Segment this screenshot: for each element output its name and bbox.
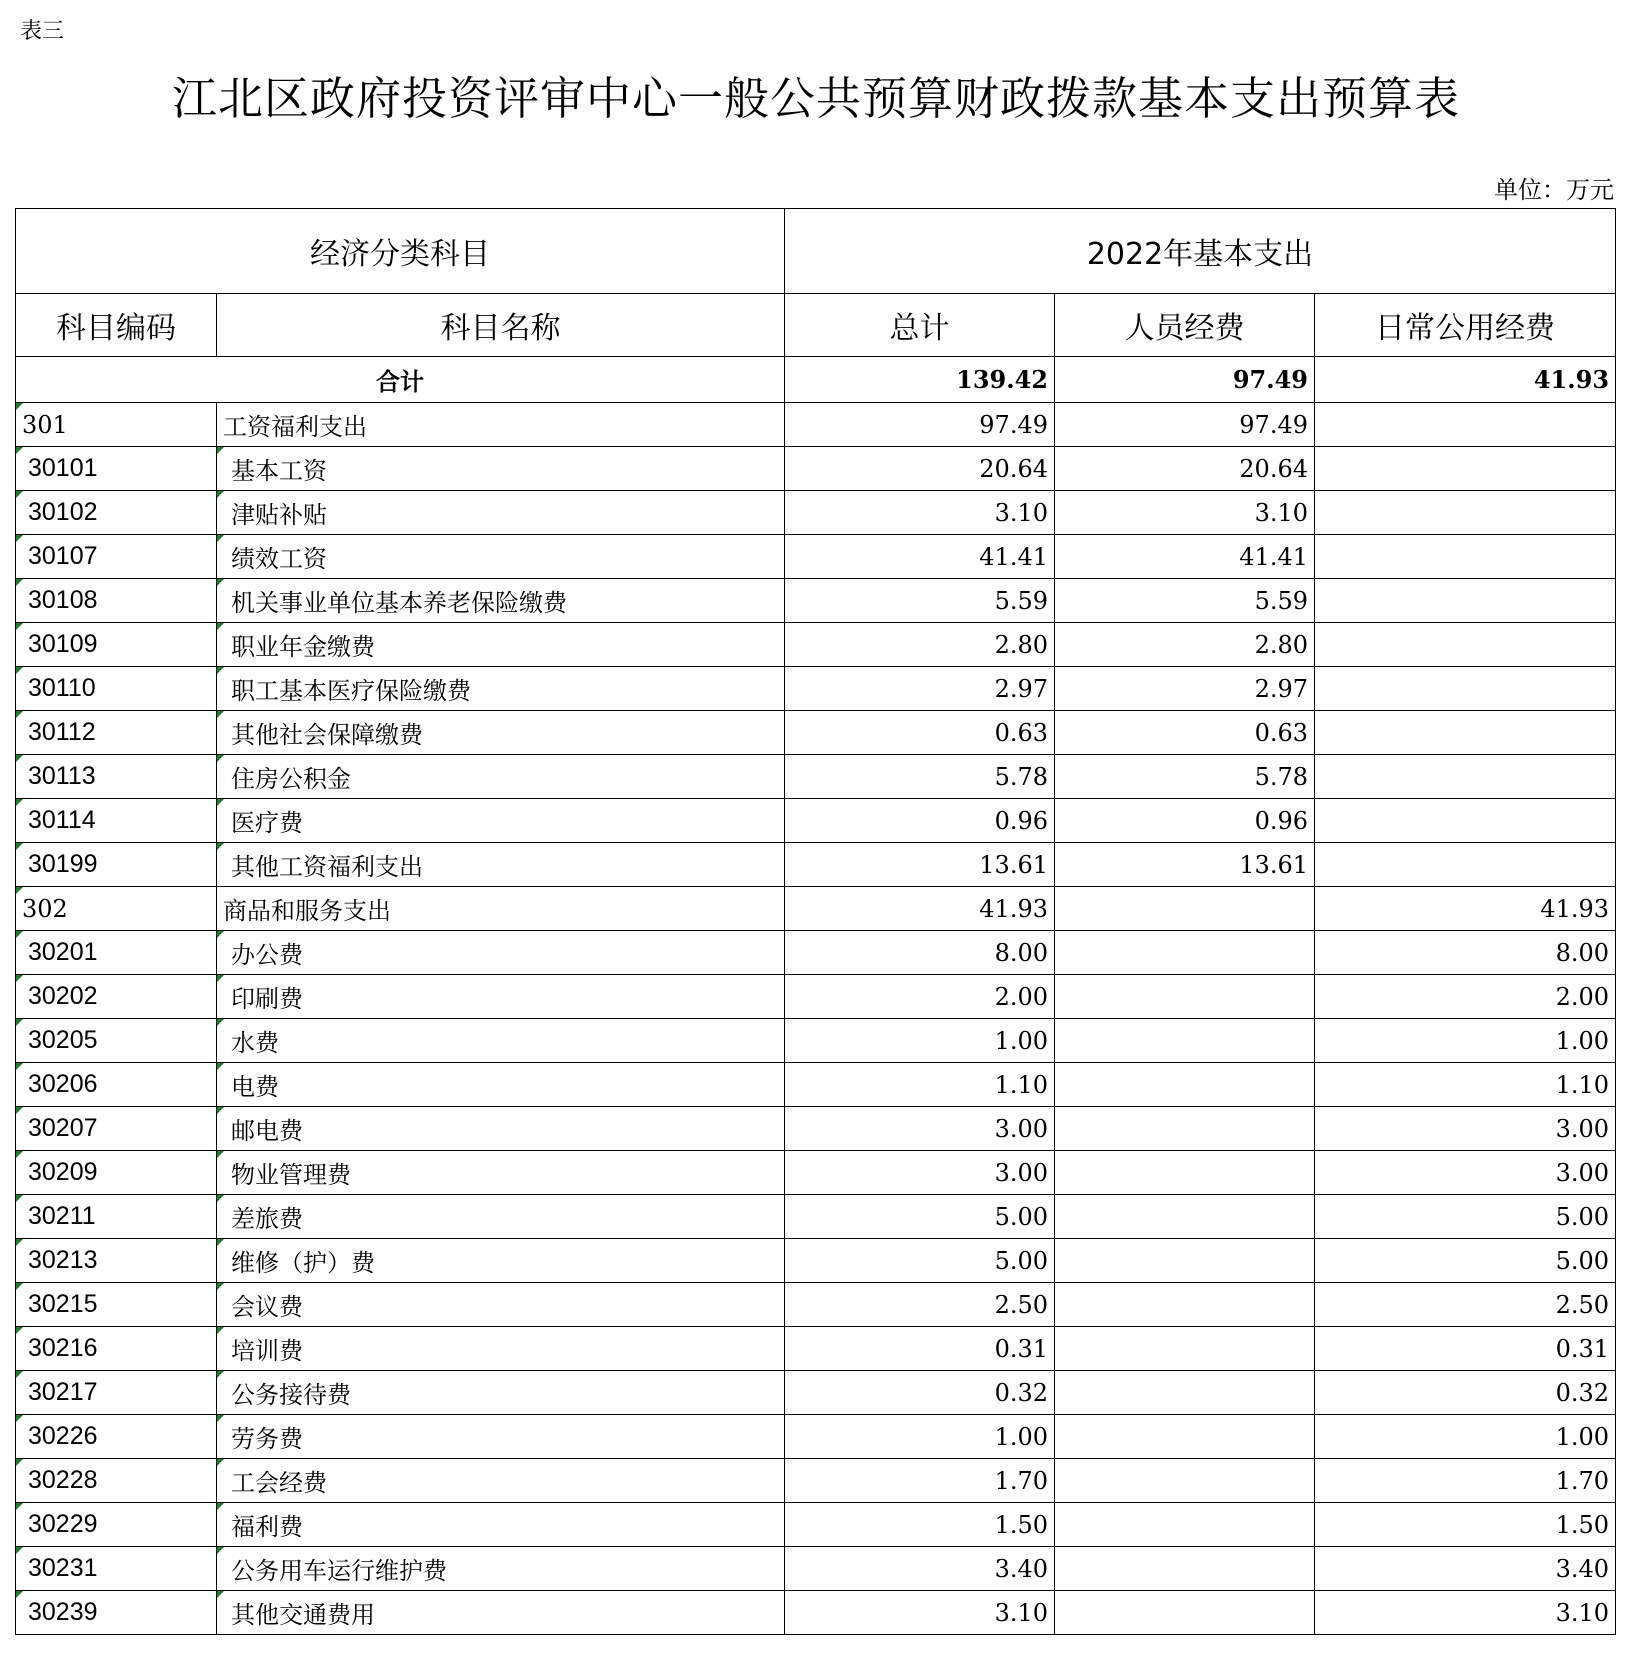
row-personnel (1055, 1591, 1315, 1635)
row-public (1315, 579, 1616, 623)
row-code: 30199 (16, 843, 217, 887)
row-code: 30206 (16, 1063, 217, 1107)
row-name: 办公费 (217, 931, 785, 975)
table-row (16, 1591, 1616, 1635)
row-public: 5.00 (1315, 1239, 1616, 1283)
row-total: 2.80 (785, 623, 1055, 667)
row-code: 30228 (16, 1459, 217, 1503)
header-total: 总计 (785, 294, 1055, 357)
row-name: 医疗费 (217, 799, 785, 843)
row-name: 公务用车运行维护费 (217, 1547, 785, 1591)
row-public (1315, 491, 1616, 535)
row-code: 30209 (16, 1151, 217, 1195)
row-code: 30102 (16, 491, 217, 535)
row-name: 福利费 (217, 1503, 785, 1547)
row-public: 0.31 (1315, 1327, 1616, 1371)
row-public: 2.50 (1315, 1283, 1616, 1327)
row-public: 5.00 (1315, 1195, 1616, 1239)
row-code: 30231 (16, 1547, 217, 1591)
row-personnel: 0.96 (1055, 799, 1315, 843)
row-code: 30201 (16, 931, 217, 975)
row-name: 印刷费 (217, 975, 785, 1019)
table-row (16, 931, 1616, 975)
row-total: 3.00 (785, 1151, 1055, 1195)
table-row (16, 1019, 1616, 1063)
row-total: 3.00 (785, 1107, 1055, 1151)
row-public: 2.00 (1315, 975, 1616, 1019)
table-row (16, 975, 1616, 1019)
row-public: 8.00 (1315, 931, 1616, 975)
budget-table (15, 208, 1616, 1635)
table-row (16, 491, 1616, 535)
table-row (16, 799, 1616, 843)
row-personnel (1055, 1459, 1315, 1503)
table-row (16, 711, 1616, 755)
row-code: 302 (16, 887, 217, 931)
header-economic-classification: 经济分类科目 (16, 209, 785, 294)
row-personnel (1055, 1019, 1315, 1063)
row-personnel (1055, 1107, 1315, 1151)
row-total: 20.64 (785, 447, 1055, 491)
row-personnel (1055, 1151, 1315, 1195)
table-row (16, 1503, 1616, 1547)
row-personnel (1055, 1283, 1315, 1327)
row-code: 30229 (16, 1503, 217, 1547)
row-personnel (1055, 1503, 1315, 1547)
unit-label: 单位：万元 (1494, 176, 1614, 204)
total-sum: 139.42 (785, 357, 1055, 403)
row-code: 30215 (16, 1283, 217, 1327)
row-name: 商品和服务支出 (217, 887, 785, 931)
row-total: 2.50 (785, 1283, 1055, 1327)
table-row (16, 1239, 1616, 1283)
header-row-columns (16, 294, 1616, 357)
row-total: 1.70 (785, 1459, 1055, 1503)
row-personnel: 2.80 (1055, 623, 1315, 667)
table-row (16, 447, 1616, 491)
table-row (16, 1063, 1616, 1107)
row-public: 3.00 (1315, 1151, 1616, 1195)
row-code: 30108 (16, 579, 217, 623)
row-code: 30211 (16, 1195, 217, 1239)
header-code: 科目编码 (16, 294, 217, 357)
row-name: 会议费 (217, 1283, 785, 1327)
row-total: 1.10 (785, 1063, 1055, 1107)
row-public (1315, 799, 1616, 843)
row-total: 41.41 (785, 535, 1055, 579)
row-personnel (1055, 1063, 1315, 1107)
row-public: 1.00 (1315, 1415, 1616, 1459)
row-total: 5.00 (785, 1239, 1055, 1283)
row-public: 1.10 (1315, 1063, 1616, 1107)
total-personnel: 97.49 (1055, 357, 1315, 403)
row-name: 劳务费 (217, 1415, 785, 1459)
header-public: 日常公用经费 (1315, 294, 1616, 357)
row-code: 30207 (16, 1107, 217, 1151)
row-public: 3.40 (1315, 1547, 1616, 1591)
row-total: 2.97 (785, 667, 1055, 711)
row-total: 5.00 (785, 1195, 1055, 1239)
row-total: 1.00 (785, 1019, 1055, 1063)
table-row (16, 1151, 1616, 1195)
row-total: 1.00 (785, 1415, 1055, 1459)
row-personnel (1055, 1195, 1315, 1239)
row-public (1315, 843, 1616, 887)
page-title: 江北区政府投资评审中心一般公共预算财政拨款基本支出预算表 (171, 72, 1460, 125)
table-row (16, 579, 1616, 623)
table-row (16, 755, 1616, 799)
table-row (16, 1283, 1616, 1327)
row-name: 培训费 (217, 1327, 785, 1371)
row-code: 30112 (16, 711, 217, 755)
row-total: 0.32 (785, 1371, 1055, 1415)
row-code: 30109 (16, 623, 217, 667)
row-public: 1.00 (1315, 1019, 1616, 1063)
row-personnel: 3.10 (1055, 491, 1315, 535)
row-name: 水费 (217, 1019, 785, 1063)
row-name: 机关事业单位基本养老保险缴费 (217, 579, 785, 623)
row-total: 0.31 (785, 1327, 1055, 1371)
row-personnel: 0.63 (1055, 711, 1315, 755)
row-name: 职业年金缴费 (217, 623, 785, 667)
table-row (16, 1547, 1616, 1591)
table-row (16, 1415, 1616, 1459)
row-personnel: 97.49 (1055, 403, 1315, 447)
row-total: 2.00 (785, 975, 1055, 1019)
row-public: 1.70 (1315, 1459, 1616, 1503)
row-public (1315, 711, 1616, 755)
row-name: 邮电费 (217, 1107, 785, 1151)
header-row-group (16, 209, 1616, 294)
row-name: 公务接待费 (217, 1371, 785, 1415)
row-personnel: 5.59 (1055, 579, 1315, 623)
row-code: 30202 (16, 975, 217, 1019)
row-personnel (1055, 1239, 1315, 1283)
table-row (16, 535, 1616, 579)
table-row (16, 887, 1616, 931)
row-total: 3.10 (785, 1591, 1055, 1635)
row-name: 其他社会保障缴费 (217, 711, 785, 755)
row-public: 41.93 (1315, 887, 1616, 931)
row-public (1315, 755, 1616, 799)
row-code: 30205 (16, 1019, 217, 1063)
row-public (1315, 403, 1616, 447)
row-personnel (1055, 1415, 1315, 1459)
row-name: 维修（护）费 (217, 1239, 785, 1283)
row-code: 301 (16, 403, 217, 447)
header-personnel: 人员经费 (1055, 294, 1315, 357)
row-personnel (1055, 1371, 1315, 1415)
row-personnel: 41.41 (1055, 535, 1315, 579)
header-basic-expenditure-year: 2022年基本支出 (785, 209, 1616, 294)
row-total: 5.78 (785, 755, 1055, 799)
row-total: 8.00 (785, 931, 1055, 975)
row-code: 30114 (16, 799, 217, 843)
table-row (16, 843, 1616, 887)
row-personnel: 5.78 (1055, 755, 1315, 799)
row-name: 其他工资福利支出 (217, 843, 785, 887)
row-personnel (1055, 1547, 1315, 1591)
row-code: 30217 (16, 1371, 217, 1415)
row-total: 1.50 (785, 1503, 1055, 1547)
table-row (16, 1371, 1616, 1415)
row-total: 41.93 (785, 887, 1055, 931)
row-name: 基本工资 (217, 447, 785, 491)
row-total: 3.10 (785, 491, 1055, 535)
table-row (16, 403, 1616, 447)
row-public (1315, 623, 1616, 667)
row-code: 30239 (16, 1591, 217, 1635)
row-public: 3.00 (1315, 1107, 1616, 1151)
total-label: 合计 (16, 357, 785, 403)
row-code: 30213 (16, 1239, 217, 1283)
row-public: 3.10 (1315, 1591, 1616, 1635)
row-total: 3.40 (785, 1547, 1055, 1591)
row-name: 物业管理费 (217, 1151, 785, 1195)
row-code: 30113 (16, 755, 217, 799)
row-name: 工资福利支出 (217, 403, 785, 447)
row-code: 30110 (16, 667, 217, 711)
table-row (16, 1327, 1616, 1371)
total-row (16, 357, 1616, 403)
table-row (16, 667, 1616, 711)
row-public: 0.32 (1315, 1371, 1616, 1415)
row-total: 0.96 (785, 799, 1055, 843)
row-public: 1.50 (1315, 1503, 1616, 1547)
row-personnel (1055, 887, 1315, 931)
row-name: 职工基本医疗保险缴费 (217, 667, 785, 711)
row-personnel: 20.64 (1055, 447, 1315, 491)
total-public: 41.93 (1315, 357, 1616, 403)
row-name: 绩效工资 (217, 535, 785, 579)
row-name: 津贴补贴 (217, 491, 785, 535)
table-row (16, 1459, 1616, 1503)
table-row (16, 623, 1616, 667)
row-personnel: 2.97 (1055, 667, 1315, 711)
header-name: 科目名称 (217, 294, 785, 357)
table-row (16, 1195, 1616, 1239)
row-personnel: 13.61 (1055, 843, 1315, 887)
row-personnel (1055, 975, 1315, 1019)
row-public (1315, 667, 1616, 711)
row-public (1315, 447, 1616, 491)
row-name: 工会经费 (217, 1459, 785, 1503)
row-personnel (1055, 1327, 1315, 1371)
row-total: 0.63 (785, 711, 1055, 755)
row-code: 30226 (16, 1415, 217, 1459)
table-row (16, 1107, 1616, 1151)
row-code: 30107 (16, 535, 217, 579)
row-personnel (1055, 931, 1315, 975)
row-total: 13.61 (785, 843, 1055, 887)
row-name: 电费 (217, 1063, 785, 1107)
row-code: 30101 (16, 447, 217, 491)
row-name: 差旅费 (217, 1195, 785, 1239)
row-public (1315, 535, 1616, 579)
table-label: 表三 (20, 19, 65, 44)
row-total: 97.49 (785, 403, 1055, 447)
row-name: 住房公积金 (217, 755, 785, 799)
row-name: 其他交通费用 (217, 1591, 785, 1635)
row-code: 30216 (16, 1327, 217, 1371)
row-total: 5.59 (785, 579, 1055, 623)
